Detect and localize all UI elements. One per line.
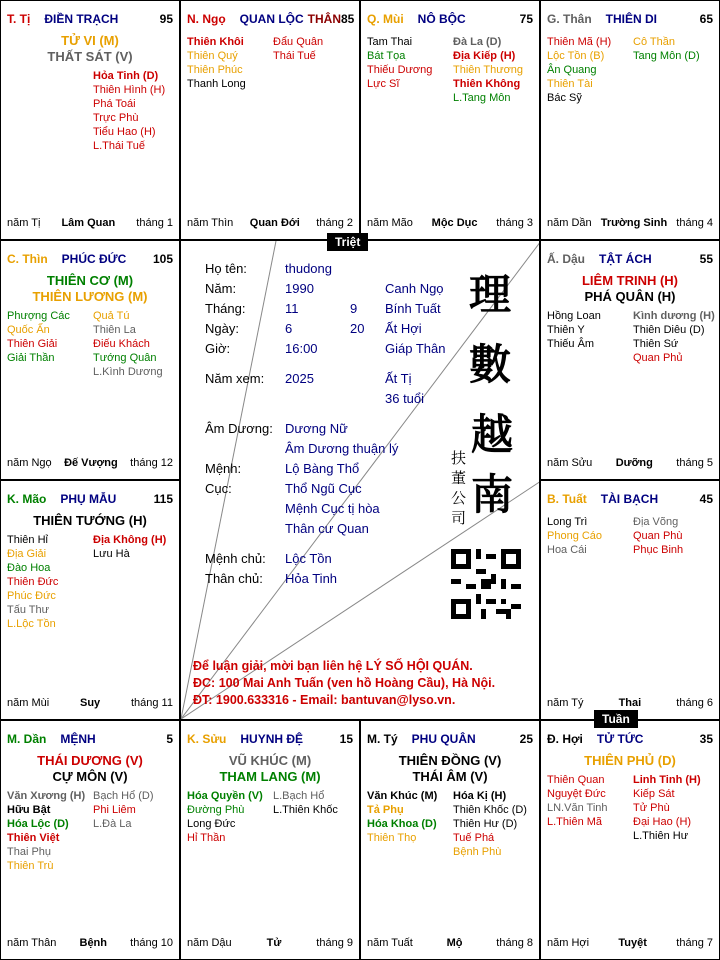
year-label: năm Dậu [187, 937, 232, 949]
minor-star: Phượng Các [7, 310, 70, 322]
minor-star: Tả Phụ [367, 804, 404, 816]
right-star-column [453, 789, 527, 859]
minor-star: Hữu Bật [7, 804, 51, 816]
left-star-column [547, 309, 601, 351]
info-label: Mệnh: [205, 461, 242, 476]
info-value: 16:00 [285, 341, 318, 356]
minor-star: Thiếu Âm [547, 338, 595, 350]
month-label: tháng 12 [130, 457, 173, 469]
minor-star: Thiên Trù [7, 860, 54, 872]
year-label: năm Thìn [187, 217, 234, 229]
minor-star: Hóa Khoa (D) [367, 818, 437, 830]
minor-star: Thiếu Dương [367, 64, 433, 76]
info-value: Âm Dương thuận lý [285, 441, 399, 456]
palace-age-number: 55 [699, 252, 713, 266]
palace-name: PHU QUÂN [411, 732, 476, 746]
minor-star: Long Đức [187, 818, 236, 830]
right-star-column [633, 773, 701, 843]
minor-star: Thiên Hư (D) [453, 818, 518, 830]
minor-star: Quốc Ấn [7, 324, 50, 336]
info-value: Lộc Tồn [285, 551, 332, 566]
minor-star: Bát Tọa [367, 50, 406, 62]
year-label: năm Ngọ [7, 457, 52, 469]
month-label: tháng 2 [316, 217, 353, 229]
minor-star: Thiên Quý [187, 50, 238, 62]
minor-star: Tiểu Hao (H) [93, 126, 156, 138]
left-star-column [187, 789, 263, 845]
main-star: THÁI DƯƠNG (V) [37, 753, 143, 768]
center-info-panel [180, 240, 540, 720]
minor-star: Thiên Tài [547, 78, 593, 90]
minor-star: Tấu Thư [7, 604, 50, 616]
minor-star: Điếu Khách [93, 338, 150, 350]
info-label: Giờ: [205, 341, 231, 356]
right-star-column [93, 789, 154, 831]
minor-star: Tang Môn (D) [633, 50, 700, 62]
minor-star: Thiên Quan [547, 774, 605, 786]
info-label: Thân chủ: [205, 571, 263, 586]
info-label: Năm: [205, 281, 237, 296]
minor-star: Long Trì [547, 516, 588, 528]
palace-footer [547, 697, 713, 709]
minor-star: Thiên Hỉ [7, 534, 48, 546]
info-value: Thân cư Quan [285, 521, 369, 536]
palace-cell [0, 240, 180, 480]
palace-age-number: 25 [519, 732, 533, 746]
palace-footer [187, 937, 353, 949]
triet-marker: Triệt [327, 233, 368, 251]
palace-name: PHÚC ĐỨC [61, 252, 127, 266]
life-stage: Đế Vượng [64, 457, 118, 469]
minor-star: Thiên Giải [7, 338, 58, 350]
minor-star: Thiên La [93, 324, 136, 336]
year-label: năm Mùi [7, 697, 50, 709]
info-value: 2025 [285, 371, 314, 386]
palace-name: NÔ BỘC [417, 12, 466, 26]
minor-star: Kiếp Sát [633, 788, 675, 800]
main-star: TỬ VI (M) [61, 33, 119, 48]
info-value-canchi: 36 tuổi [385, 391, 425, 406]
palace-position: M. Tý [367, 732, 398, 746]
life-stage: Bệnh [79, 937, 107, 949]
seal-text-character: 公 [451, 489, 467, 507]
palace-name: TÀI BẠCH [600, 492, 659, 506]
year-label: năm Mão [367, 217, 413, 229]
minor-star: Phúc Đức [7, 590, 56, 602]
palace-age-number: 85 [341, 12, 355, 26]
life-stage: Dưỡng [615, 457, 653, 469]
main-star: CỰ MÔN (V) [52, 769, 128, 784]
palace-name: PHỤ MẪU [60, 492, 117, 506]
info-label: Mệnh chủ: [205, 551, 266, 566]
info-label: Năm xem: [205, 371, 265, 386]
left-star-column [547, 773, 608, 829]
minor-star: L.Bạch Hổ [273, 790, 325, 802]
minor-star: Bệnh Phù [453, 846, 502, 858]
left-star-column [7, 789, 85, 873]
palace-name: MỆNH [60, 732, 96, 746]
main-star: THIÊN LƯƠNG (M) [32, 289, 148, 304]
palace-footer [367, 937, 533, 949]
palace-name: TẬT ÁCH [599, 252, 652, 266]
calligraphy-character: 理 [469, 270, 512, 319]
main-star: VŨ KHÚC (M) [228, 753, 312, 768]
palace-position: K. Sửu [187, 732, 227, 746]
contact-line: ĐC: 100 Mai Anh Tuấn (ven hồ Hoàng Cầu), Hà Nội. [193, 676, 496, 690]
minor-star: Thiên Thương [453, 64, 524, 76]
minor-star: Văn Khúc (M) [367, 790, 438, 802]
info-value: 6 [285, 321, 293, 336]
month-label: tháng 8 [496, 937, 533, 949]
right-star-column [93, 309, 163, 379]
info-value-canchi: Giáp Thân [385, 341, 446, 356]
minor-star: L.Thái Tuế [93, 140, 145, 152]
minor-star: Bác Sỹ [547, 92, 582, 104]
minor-star: Đà La (D) [453, 36, 502, 48]
main-star: THIÊN TƯỚNG (H) [33, 513, 147, 528]
life-stage: Lâm Quan [61, 217, 116, 229]
seal-text-character: 司 [451, 509, 467, 527]
minor-star: Thiên Khốc (D) [453, 804, 527, 816]
info-value: Dương Nữ [285, 421, 348, 436]
right-star-column [633, 309, 715, 365]
palace-cell [360, 0, 540, 240]
palace-position: Đ. Hợi [547, 732, 583, 746]
minor-star: Tam Thai [367, 36, 413, 48]
calligraphy-character: 越 [471, 410, 514, 459]
minor-star: Quan Phủ [633, 352, 683, 364]
left-star-column [547, 35, 611, 105]
info-value-lunar: 9 [350, 301, 358, 316]
life-stage: Mộ [446, 937, 463, 949]
info-label: Tháng: [205, 301, 246, 316]
info-value: 11 [285, 301, 299, 316]
palace-position: M. Dần [7, 732, 47, 746]
palace-cell [0, 0, 180, 240]
palace-age-number: 15 [339, 732, 353, 746]
seal-text-character: 扶 [451, 449, 467, 467]
minor-star: Đường Phù [187, 804, 245, 816]
minor-star: Lực Sĩ [367, 78, 400, 90]
info-value: Lộ Bàng Thổ [285, 461, 360, 476]
palace-cell [540, 720, 720, 960]
year-label: năm Tý [547, 697, 584, 709]
month-label: tháng 5 [676, 457, 713, 469]
palace-age-number: 5 [166, 732, 173, 746]
left-star-column [187, 35, 246, 91]
main-star: THIÊN ĐỒNG (V) [398, 753, 502, 768]
palace-name: HUYNH ĐỆ [240, 732, 304, 746]
palace-age-number: 65 [699, 12, 713, 26]
minor-star: Địa Kiếp (H) [453, 50, 516, 62]
right-star-column [633, 35, 700, 63]
info-label: Âm Dương: [205, 421, 273, 436]
minor-star: Hóa Quyền (V) [187, 790, 263, 802]
info-value: thudong [285, 261, 332, 276]
minor-star: Hoa Cái [547, 544, 587, 556]
minor-star: Thiên Việt [7, 832, 60, 844]
minor-star: Thanh Long [187, 78, 246, 90]
palace-footer [7, 457, 173, 469]
calligraphy-character: 南 [471, 470, 514, 519]
minor-star: Thai Phụ [7, 846, 52, 858]
info-value-canchi: Ất Hợi [385, 321, 422, 336]
palace-position: Q. Mùi [367, 12, 404, 26]
minor-star: Thiên Sứ [633, 338, 679, 350]
minor-star: Thiên Thọ [367, 832, 417, 844]
info-value: Mệnh Cục tị hòa [285, 501, 380, 516]
info-label: Họ tên: [205, 261, 247, 276]
minor-star: Hóa Kị (H) [453, 790, 507, 802]
palace-footer [547, 457, 713, 469]
life-stage: Tử [266, 937, 282, 949]
minor-star: Địa Không (H) [93, 534, 167, 546]
main-star: THAM LANG (M) [219, 769, 321, 784]
minor-star: Lưu Hà [93, 548, 130, 560]
palace-position: N. Ngọ [187, 12, 226, 26]
left-star-column [547, 515, 602, 557]
life-stage: Suy [79, 697, 101, 709]
year-label: năm Thân [7, 937, 57, 949]
palace-footer [187, 217, 353, 229]
life-stage: Mộc Dục [431, 217, 478, 229]
minor-star: Phá Toái [93, 98, 136, 110]
minor-star: Thiên Diêu (D) [633, 324, 705, 336]
info-value: Thổ Ngũ Cục [285, 481, 362, 496]
month-label: tháng 6 [676, 697, 713, 709]
left-star-column [7, 309, 70, 365]
minor-star: Quan Phù [633, 530, 683, 542]
main-star: THIÊN CƠ (M) [46, 273, 134, 288]
minor-star: Địa Võng [633, 516, 679, 528]
month-label: tháng 7 [676, 937, 713, 949]
palace-position: T. Tị [7, 12, 31, 26]
minor-star: L.Thiên Khốc [273, 804, 338, 816]
minor-star: Hỉ Thần [187, 832, 226, 844]
minor-star: Cô Thần [633, 36, 675, 48]
minor-star: Đẩu Quân [273, 36, 324, 48]
contact-line: ĐT: 1900.633316 - Email: bantuvan@lyso.vn. [193, 693, 456, 707]
palace-position: K. Mão [7, 492, 47, 506]
info-value-lunar: 20 [350, 321, 365, 336]
seal-text-character: 董 [451, 469, 467, 487]
year-label: năm Dần [547, 217, 592, 229]
palace-age-number: 45 [699, 492, 713, 506]
life-stage: Quan Đới [249, 217, 300, 229]
minor-star: Phong Cáo [547, 530, 603, 542]
minor-star: L.Thiên Hư [633, 830, 689, 842]
month-label: tháng 11 [130, 697, 173, 709]
minor-star: Tử Phù [633, 802, 670, 814]
left-star-column [367, 789, 437, 845]
minor-star: L.Tang Môn [453, 92, 511, 104]
life-stage: Thai [618, 697, 642, 709]
palace-position: Ấ. Dậu [547, 252, 586, 266]
right-star-column [93, 533, 166, 561]
contact-line: Để luận giải, mời bạn liên hệ LÝ SỐ HỘI QUÁN. [193, 659, 473, 673]
right-star-column [273, 789, 338, 817]
minor-star: Thiên Phúc [187, 64, 243, 76]
palace-cell [180, 720, 360, 960]
palace-cell [360, 720, 540, 960]
minor-star: Giải Thần [7, 352, 55, 364]
palace-cell [540, 240, 720, 480]
minor-star: Thiên Y [547, 324, 585, 336]
minor-star: Thiên Không [453, 78, 521, 90]
palace-footer [547, 937, 713, 949]
palace-position: B. Tuất [547, 492, 587, 506]
palace-age-number: 115 [153, 492, 173, 506]
right-star-column [633, 515, 683, 557]
info-value-canchi: Ất Tị [385, 371, 412, 386]
main-star: LIÊM TRINH (H) [581, 273, 679, 288]
right-star-column [93, 69, 165, 153]
minor-star: Phi Liêm [93, 804, 136, 816]
minor-star: Hồng Loan [547, 310, 601, 322]
life-stage: Tuyệt [618, 937, 647, 949]
palace-footer [7, 937, 173, 949]
month-label: tháng 10 [130, 937, 173, 949]
year-label: năm Tị [7, 217, 41, 229]
year-label: năm Sửu [547, 457, 593, 469]
right-star-column [273, 35, 323, 63]
minor-star: Tướng Quân [93, 352, 157, 364]
minor-star: LN.Văn Tinh [547, 802, 608, 814]
palace-age-number: 95 [159, 12, 173, 26]
palace-footer [7, 217, 173, 229]
minor-star: Linh Tinh (H) [633, 774, 701, 786]
info-value: 1990 [285, 281, 314, 296]
minor-star: Tuế Phá [453, 832, 495, 844]
palace-cell [540, 0, 720, 240]
info-label: Ngày: [205, 321, 239, 336]
main-star: THẤT SÁT (V) [47, 49, 133, 64]
minor-star: Hỏa Tinh (D) [93, 70, 159, 82]
minor-star: Phục Binh [633, 544, 684, 556]
main-star: PHÁ QUÂN (H) [584, 289, 676, 304]
life-stage: Trường Sinh [600, 217, 668, 229]
minor-star: Lộc Tồn (B) [547, 50, 605, 62]
minor-star: Văn Xương (H) [7, 790, 86, 802]
palace-age-number: 105 [152, 252, 173, 266]
palace-position: G. Thân [547, 12, 592, 26]
minor-star: L.Thiên Mã [547, 816, 603, 828]
palace-cell [180, 0, 360, 240]
minor-star: Bạch Hổ (D) [93, 790, 154, 802]
minor-star: Hóa Lộc (D) [7, 818, 69, 830]
minor-star: Ân Quang [547, 64, 597, 76]
month-label: tháng 9 [316, 937, 353, 949]
qr-code[interactable] [451, 549, 521, 619]
minor-star: Thiên Hình (H) [93, 84, 166, 96]
year-label: năm Tuất [367, 937, 413, 949]
minor-star: Kình dương (H) [633, 310, 715, 322]
minor-star: L.Lộc Tồn [7, 618, 56, 630]
minor-star: L.Đà La [93, 818, 132, 830]
palace-cell [0, 720, 180, 960]
palace-name: TỬ TỨC [596, 732, 644, 746]
minor-star: L.Kình Dương [93, 366, 163, 378]
info-value-canchi: Bính Tuất [385, 301, 441, 316]
palace-name: THIÊN DI [605, 12, 658, 26]
calligraphy-character: 數 [469, 340, 512, 389]
minor-star: Thiên Đức [7, 576, 59, 588]
tuan-marker: Tuần [594, 710, 638, 728]
palace-name: QUAN LỘC [239, 12, 304, 26]
minor-star: Đào Hoa [7, 562, 51, 574]
minor-star: Địa Giải [7, 548, 47, 560]
minor-star: Đại Hao (H) [633, 816, 692, 828]
left-star-column [7, 533, 58, 631]
minor-star: Quả Tú [93, 310, 130, 322]
than-marker: THÂN [307, 12, 341, 26]
palace-footer [547, 217, 713, 229]
palace-position: C. Thìn [7, 252, 48, 266]
palace-footer [367, 217, 533, 229]
left-star-column [367, 35, 432, 91]
palace-name: ĐIỀN TRẠCH [44, 12, 119, 26]
minor-star: Trực Phù [93, 112, 139, 124]
month-label: tháng 3 [496, 217, 533, 229]
info-value: Hỏa Tinh [285, 571, 338, 586]
main-star: THÁI ÂM (V) [412, 769, 488, 784]
month-label: tháng 4 [676, 217, 713, 229]
year-label: năm Hợi [547, 937, 590, 949]
month-label: tháng 1 [136, 217, 173, 229]
minor-star: Nguyệt Đức [547, 788, 606, 800]
minor-star: Thiên Khôi [187, 36, 244, 48]
right-star-column [453, 35, 523, 105]
palace-age-number: 75 [519, 12, 533, 26]
main-star: THIÊN PHỦ (D) [584, 753, 676, 768]
info-label: Cục: [205, 481, 232, 496]
minor-star: Thiên Mã (H) [547, 36, 612, 48]
info-value-canchi: Canh Ngọ [385, 281, 444, 296]
palace-cell [0, 480, 180, 720]
palace-age-number: 35 [699, 732, 713, 746]
minor-star: Thái Tuế [273, 50, 316, 62]
palace-cell [540, 480, 720, 720]
palace-footer [7, 697, 173, 709]
